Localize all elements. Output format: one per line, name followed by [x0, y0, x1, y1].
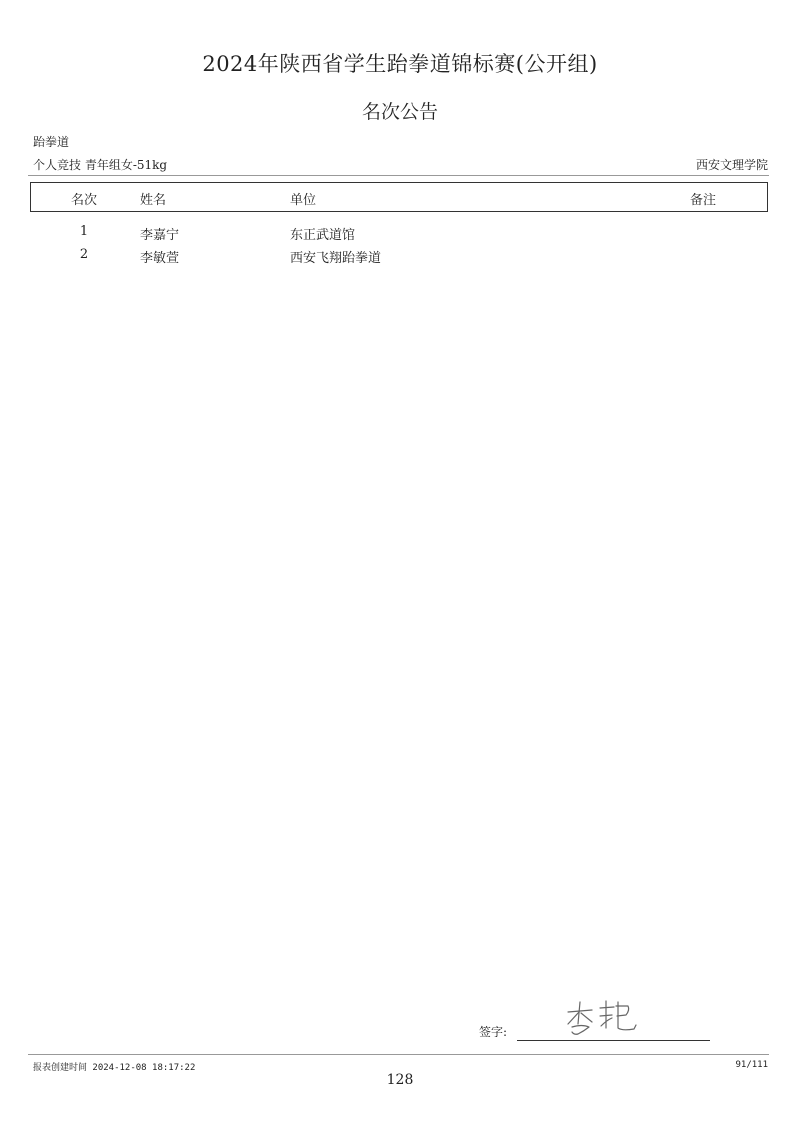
signature-label: 签字: [479, 1025, 508, 1039]
row-rank: 2 [79, 247, 89, 262]
header-name: 姓名 [140, 193, 167, 208]
row-name: 李嘉宁 [140, 228, 180, 243]
document-title: 2024年陕西省学生跆拳道锦标赛(公开组) [202, 52, 598, 76]
row-rank: 1 [79, 224, 89, 239]
page-number: 128 [386, 1072, 414, 1088]
row-unit: 东正武道馆 [290, 228, 356, 243]
header-unit: 单位 [290, 193, 317, 208]
bottom-divider [28, 1054, 769, 1055]
header-rank: 名次 [70, 193, 97, 208]
signature-line [517, 1040, 710, 1041]
document-subtitle: 名次公告 [361, 101, 438, 123]
handwritten-signature [562, 998, 642, 1038]
organizer-label: 西安文理学院 [695, 158, 768, 172]
header-note: 备注 [690, 193, 717, 208]
top-divider [28, 175, 769, 176]
row-unit: 西安飞翔跆拳道 [290, 251, 382, 266]
event-label: 个人竞技 青年组女-51kg [33, 158, 168, 172]
row-name: 李敏萱 [140, 251, 180, 266]
created-timestamp: 报表创建时间 2024-12-08 18:17:22 [33, 1063, 196, 1073]
sport-label: 跆拳道 [33, 135, 70, 149]
page-info: 91/111 [735, 1060, 768, 1070]
